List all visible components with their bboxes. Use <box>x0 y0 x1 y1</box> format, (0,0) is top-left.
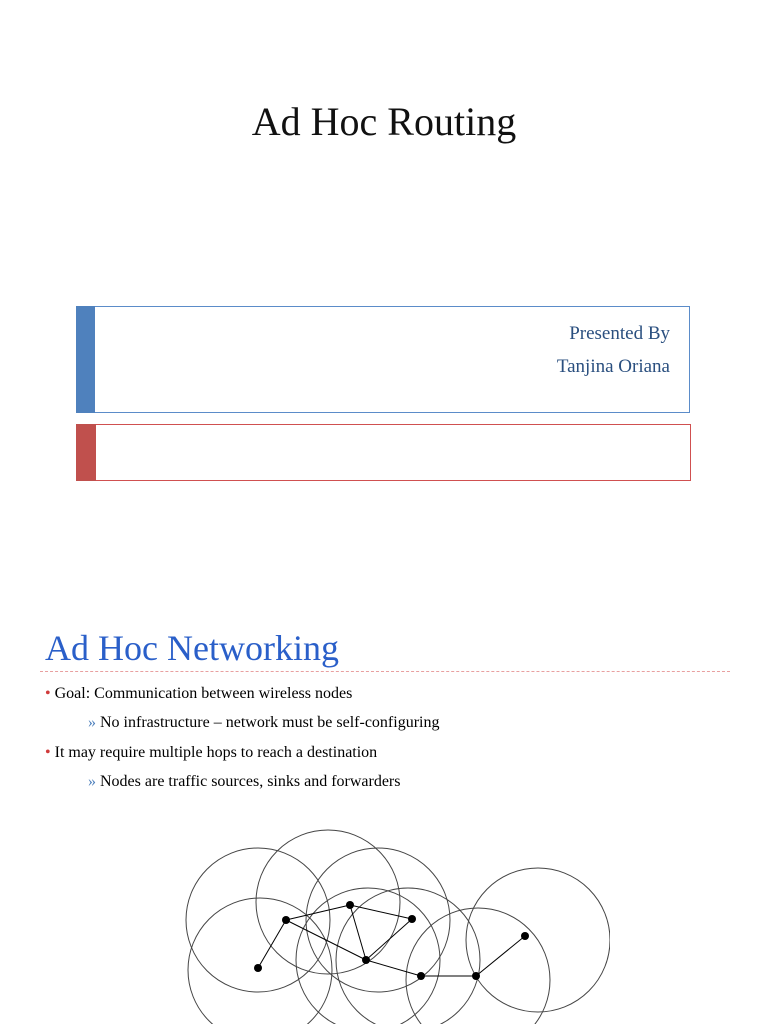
range-circle <box>406 908 550 1024</box>
link <box>350 905 412 919</box>
bullet-item <box>45 685 352 703</box>
sub-bullet-item <box>88 773 400 791</box>
blue-accent-bar <box>76 306 95 413</box>
sub-bullet-text: Nodes are traffic sources, sinks and forwarders <box>100 773 401 790</box>
link <box>476 936 525 976</box>
node <box>521 932 529 940</box>
bullet-text: It may require multiple hops to reach a destination <box>54 744 378 761</box>
range-circle <box>296 888 440 1024</box>
slide-title: Ad Hoc Routing <box>251 99 517 144</box>
node <box>362 956 370 964</box>
section-title: Ad Hoc Networking <box>45 628 339 668</box>
sub-bullet-marker: » <box>88 714 96 731</box>
presented-by-label: Presented By <box>569 323 670 344</box>
red-accent-bar <box>76 424 96 481</box>
link <box>286 920 366 960</box>
node <box>408 915 416 923</box>
empty-box <box>76 424 691 481</box>
link <box>350 905 366 960</box>
node <box>282 916 290 924</box>
bullet-marker: • <box>45 744 51 761</box>
sub-bullet-marker: » <box>88 773 96 790</box>
node <box>346 901 354 909</box>
link <box>366 919 412 960</box>
link <box>366 960 421 976</box>
node <box>254 964 262 972</box>
presenter-name: Tanjina Oriana <box>556 356 670 377</box>
sub-bullet-text: No infrastructure – network must be self-configuring <box>100 714 440 731</box>
node <box>472 972 480 980</box>
node <box>417 972 425 980</box>
bullet-text: Goal: Communication between wireless nodes <box>54 685 353 702</box>
network-diagram <box>170 820 610 1024</box>
title-divider <box>40 671 730 672</box>
bullet-marker: • <box>45 685 51 702</box>
bullet-item <box>45 744 377 762</box>
link <box>258 920 286 968</box>
sub-bullet-item <box>88 714 439 732</box>
